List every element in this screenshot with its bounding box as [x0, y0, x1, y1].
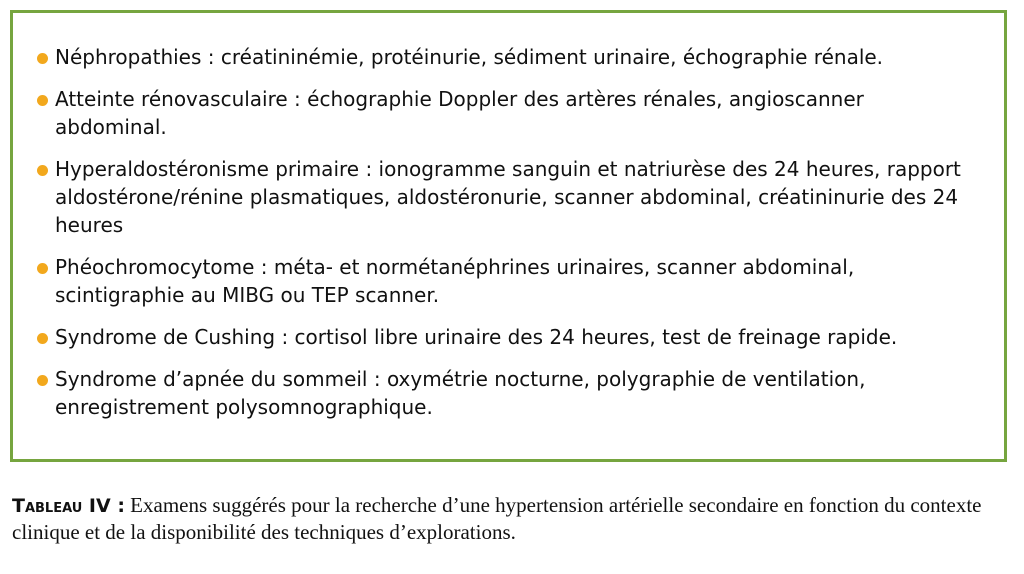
- item-text: oxymétrie nocturne, polygraphie de ventilation, enregistrement polysomnographique.: [55, 367, 866, 419]
- list-item: [37, 253, 974, 309]
- item-label: Syndrome d’apnée du sommeil: [55, 367, 368, 391]
- item-text: cortisol libre urinaire des 24 heures, test de freinage rapide.: [294, 325, 898, 349]
- item-separator: :: [287, 87, 308, 111]
- item-label: Hyperaldostéronisme primaire: [55, 157, 360, 181]
- exams-box: [10, 10, 1007, 462]
- item-text: échographie Doppler des artères rénales, angioscanner abdominal.: [55, 87, 864, 139]
- table-caption: [12, 492, 1012, 545]
- item-separator: :: [275, 325, 295, 349]
- item-label: Atteinte rénovasculaire: [55, 87, 288, 111]
- item-separator: :: [367, 367, 387, 391]
- bullet-dot-icon: [37, 165, 48, 176]
- item-label: Syndrome de Cushing: [55, 325, 276, 349]
- item-label: Phéochromocytome: [55, 255, 255, 279]
- exam-list: [37, 43, 974, 421]
- caption-text: Examens suggérés pour la recherche d’une hypertension artérielle secondaire en fonction du contexte clinique et de la disponibilité des techniques d’explorations.: [12, 493, 982, 544]
- list-item: [37, 85, 974, 141]
- item-text: créatininémie, protéinurie, sédiment urinaire, échographie rénale.: [220, 45, 884, 69]
- item-label: Néphropathies: [55, 45, 202, 69]
- list-item: [37, 155, 974, 239]
- bullet-dot-icon: [37, 53, 48, 64]
- bullet-dot-icon: [37, 333, 48, 344]
- bullet-dot-icon: [37, 375, 48, 386]
- item-separator: :: [359, 157, 379, 181]
- item-separator: :: [201, 45, 221, 69]
- bullet-dot-icon: [37, 95, 48, 106]
- item-text: ionogramme sanguin et natriurèse des 24 heures, rapport aldostérone/rénine plasmatiques, aldostéronurie, scanner abdominal, créatininurie des 24 heures: [55, 157, 961, 237]
- item-text: méta- et normétanéphrines urinaires, scanner abdominal, scintigraphie au MIBG ou TEP scanner.: [55, 255, 855, 307]
- item-separator: :: [254, 255, 274, 279]
- list-item: [37, 323, 974, 351]
- list-item: [37, 43, 974, 71]
- caption-label: Tableau IV :: [12, 495, 125, 517]
- bullet-dot-icon: [37, 263, 48, 274]
- list-item: [37, 365, 974, 421]
